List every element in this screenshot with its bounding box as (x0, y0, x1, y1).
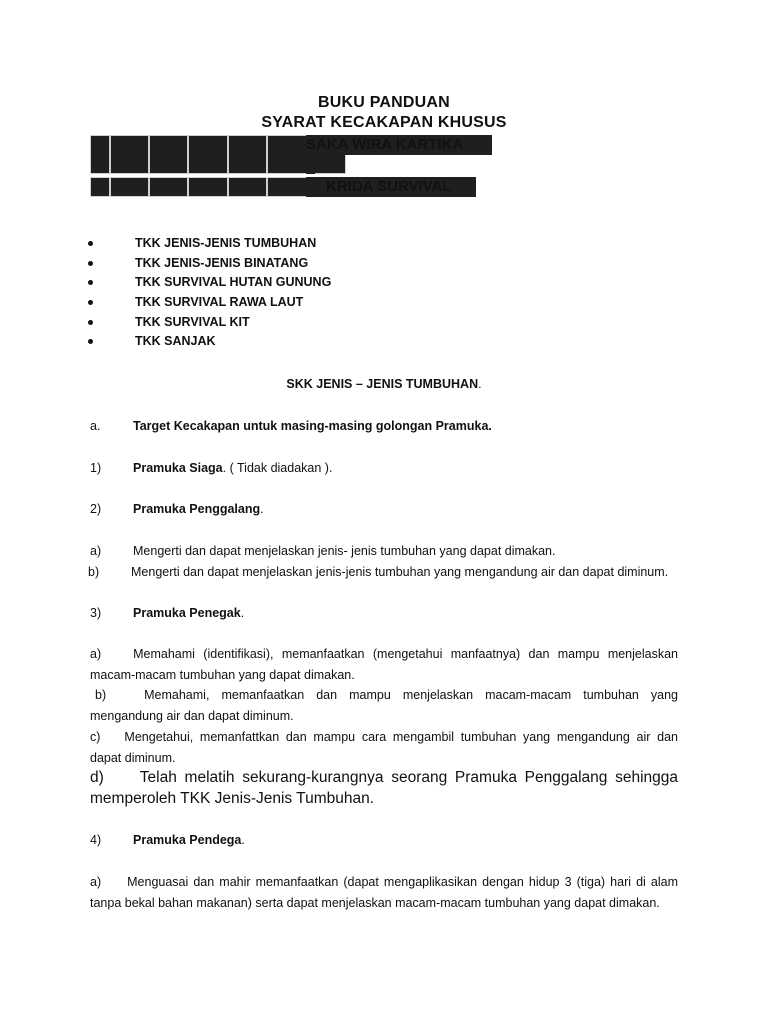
list-item-label: TKK SURVIVAL RAWA LAUT (135, 295, 304, 310)
banner-subtitle: KRIDA SURVIVAL (326, 178, 452, 195)
penegak-item-text: Memahami, memanfaatkan dan mampu menjelaskan macam-macam tumbuhan yang mengandung air dan dapat diminum. (90, 688, 678, 723)
bullet-icon (88, 320, 93, 325)
list-item (88, 254, 331, 274)
penggalang-dot: . (260, 502, 264, 516)
banner-cell (110, 177, 149, 197)
list-item-label: TKK JENIS-JENIS TUMBUHAN (135, 236, 317, 250)
siaga-heading (133, 461, 332, 475)
penegak-marker: 3) (90, 606, 102, 620)
penegak-item-marker: a) (90, 647, 102, 661)
section-title (0, 377, 768, 391)
pendega-label: Pramuka Pendega (133, 833, 242, 847)
pendega-dot: . (241, 833, 245, 847)
banner-cell (90, 177, 110, 197)
bullet-icon (88, 280, 93, 285)
bullet-icon (88, 300, 93, 305)
penegak-item-marker: d) (90, 769, 104, 786)
banner-cell (110, 135, 149, 174)
penegak-item-c (90, 727, 678, 769)
list-item-label: TKK SURVIVAL HUTAN GUNUNG (135, 275, 332, 290)
list-item-label: TKK JENIS-JENIS BINATANG (135, 255, 309, 270)
penegak-item-text: Memahami (identifikasi), memanfaatkan (mengetahui manfaatnya) dan mampu menjelaskan macam-macam tumbuhan yang dapat dimakan. (90, 647, 678, 682)
penggalang-heading (133, 502, 264, 516)
bullet-icon (88, 339, 93, 344)
penegak-item-a (90, 644, 678, 686)
penegak-item-marker: c) (90, 730, 101, 744)
list-item-label: TKK SURVIVAL KIT (135, 314, 250, 329)
list-item (88, 293, 331, 313)
banner-cell (188, 177, 228, 197)
penggalang-item-text: Mengerti dan dapat menjelaskan jenis-jenis tumbuhan yang mengandung air dan dapat diminum. (131, 565, 669, 579)
penegak-item-b (90, 685, 678, 727)
penegak-item-text: Telah melatih sekurang-kurangnya seorang Pramuka Penggalang sehingga memperoleh TKK Jenis-Jenis Tumbuhan. (90, 769, 678, 807)
pendega-item-a (90, 872, 678, 914)
list-item (88, 234, 331, 254)
banner-cell (90, 135, 110, 174)
section-title-dot: . (478, 377, 482, 391)
section-title-text: SKK JENIS – JENIS TUMBUHAN (286, 377, 479, 391)
penggalang-item-marker: a) (90, 544, 102, 558)
banner-title: SAKA WIRA KARTIKA (306, 136, 464, 153)
list-item (88, 332, 331, 352)
siaga-label: Pramuka Siaga (133, 461, 223, 475)
target-marker: a. (90, 419, 101, 433)
banner-cell (267, 135, 307, 174)
bullet-icon (88, 261, 93, 266)
list-item (88, 313, 331, 333)
siaga-note: . ( Tidak diadakan ). (222, 461, 333, 475)
banner-cell (228, 177, 267, 197)
penegak-heading (133, 606, 244, 620)
tkk-list (88, 234, 331, 352)
banner-cell (149, 135, 188, 174)
siaga-marker: 1) (90, 461, 102, 475)
list-item (88, 273, 331, 293)
target-text: Target Kecakapan untuk masing-masing golongan Pramuka. (133, 419, 492, 433)
penegak-item-text: Mengetahui, memanfattkan dan mampu cara mengambil tumbuhan yang mengandung air dan dapat diminum. (90, 730, 678, 765)
document-subtitle: SYARAT KECAKAPAN KHUSUS (261, 114, 507, 131)
pendega-marker: 4) (90, 833, 102, 847)
list-item-label: TKK SANJAK (135, 334, 216, 349)
penegak-label: Pramuka Penegak (133, 606, 241, 620)
penegak-item-marker: b) (95, 688, 107, 702)
penegak-dot: . (240, 606, 245, 620)
penggalang-item-marker: b) (88, 565, 100, 579)
banner-bar-connector (306, 155, 315, 174)
bullet-icon (88, 241, 93, 246)
pendega-item-text: Menguasai dan mahir memanfaatkan (dapat mengaplikasikan dengan hidup 3 (tiga) hari di alam tanpa bekal bahan makanan) serta dapat menjelaskan macam-macam tumbuhan yang dapat dimakan. (90, 875, 678, 910)
penggalang-item-text: Mengerti dan dapat menjelaskan jenis- jenis tumbuhan yang dapat dimakan. (133, 544, 556, 558)
penggalang-label: Pramuka Penggalang (133, 502, 261, 516)
banner-cell (149, 177, 188, 197)
banner-cell (228, 135, 267, 174)
document-title: BUKU PANDUAN (318, 94, 450, 111)
banner-cell (188, 135, 228, 174)
pendega-item-marker: a) (90, 875, 102, 889)
banner-cell (267, 177, 307, 197)
penegak-item-d (90, 767, 678, 809)
penggalang-marker: 2) (90, 502, 102, 516)
pendega-heading (133, 833, 245, 847)
